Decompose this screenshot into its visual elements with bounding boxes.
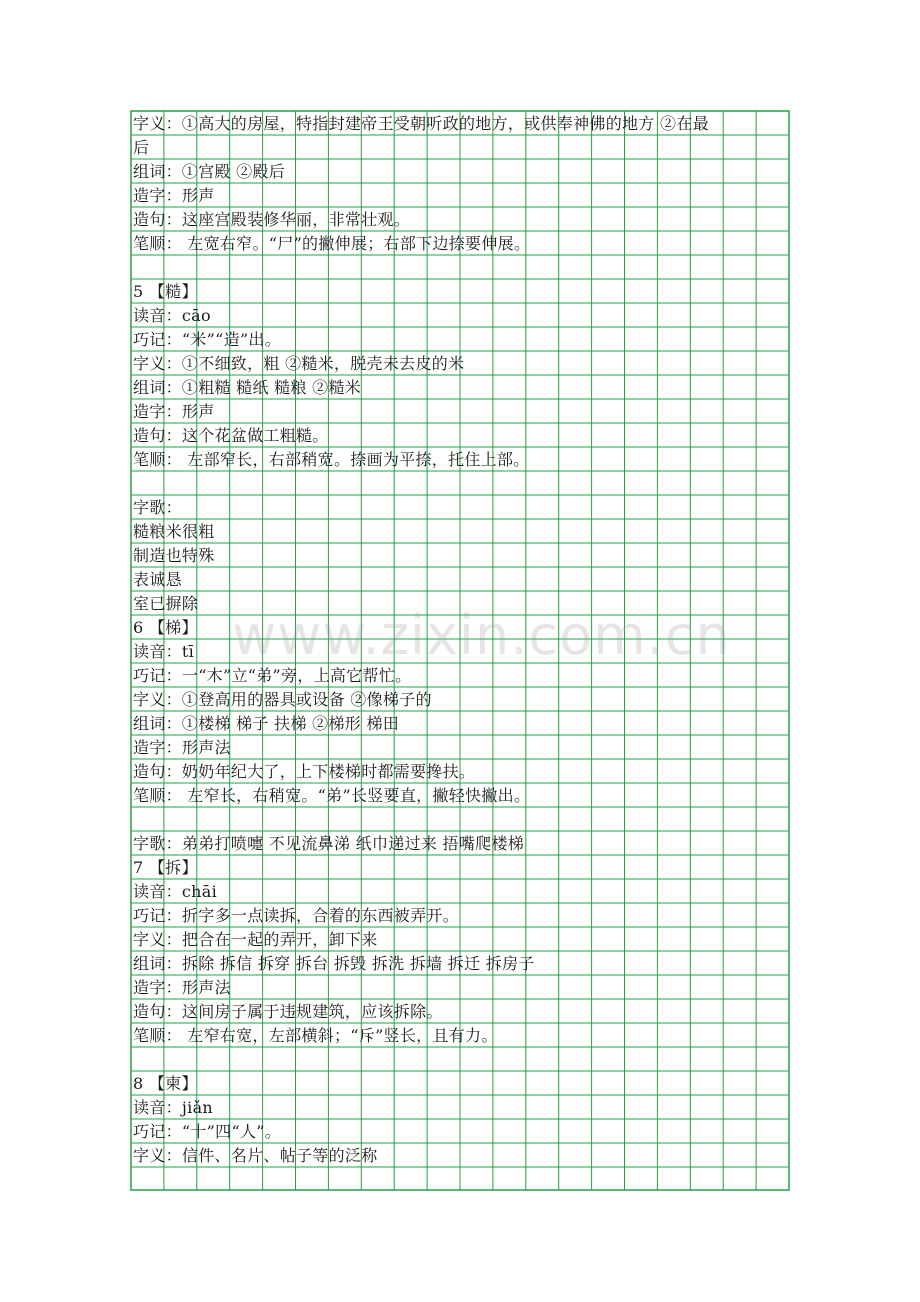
text-line: 糙粮米很粗 bbox=[133, 522, 215, 541]
text-line: 笔顺： 左窄右宽，左部横斜；“斥”竖长，且有力。 bbox=[133, 1026, 498, 1045]
text-line: 组词：①粗糙 糙纸 糙粮 ②糙米 bbox=[133, 378, 362, 397]
text-line: 造字：形声 bbox=[133, 402, 215, 421]
text-line: 读音：cāo bbox=[133, 306, 211, 325]
text-line: 组词：①楼梯 梯子 扶梯 ②梯形 梯田 bbox=[133, 714, 400, 733]
text-line: 巧记：折字多一点读拆，合着的东西被弄开。 bbox=[133, 906, 460, 925]
text-line: 笔顺： 左窄长，右稍宽。“弟”长竖要直，撇轻快撇出。 bbox=[133, 786, 531, 805]
text-line: 表诚恳 bbox=[133, 570, 182, 589]
text-line: 造句：这间房子属于违规建筑，应该拆除。 bbox=[133, 1002, 443, 1021]
text-line: 室已摒除 bbox=[133, 594, 199, 613]
text-line: 字歌：弟弟打喷嚏 不见流鼻涕 纸巾递过来 捂嘴爬楼梯 bbox=[133, 834, 525, 853]
text-line: 字义：①高大的房屋，特指封建帝王受朝听政的地方，或供奉神佛的地方 ②在最 bbox=[133, 114, 709, 133]
watermark: www.zixin.com.cn bbox=[232, 604, 731, 667]
text-line: 巧记：“米”“造”出。 bbox=[133, 330, 282, 349]
text-line: 7 【拆】 bbox=[133, 858, 198, 877]
text-line: 6 【梯】 bbox=[133, 618, 198, 637]
text-line: 字义：①不细致，粗 ②糙米，脱壳未去皮的米 bbox=[133, 354, 465, 373]
text-line: 5 【糙】 bbox=[133, 282, 198, 301]
text-line: 读音：chāi bbox=[133, 882, 218, 901]
text-line: 字歌： bbox=[133, 498, 182, 517]
text-line: 造字：形声法 bbox=[133, 738, 231, 757]
text-line: 字义：信件、名片、帖子等的泛称 bbox=[133, 1146, 378, 1165]
text-line: 8 【柬】 bbox=[133, 1074, 198, 1093]
text-line: 笔顺： 左部窄长，右部稍宽。捺画为平捺，托住上部。 bbox=[133, 450, 530, 469]
text-line: 造句：这座宫殿装修华丽，非常壮观。 bbox=[133, 210, 411, 229]
text-line: 造句：奶奶年纪大了，上下楼梯时都需要搀扶。 bbox=[133, 762, 476, 781]
text-line: 字义：把合在一起的弄开，卸下来 bbox=[133, 930, 378, 949]
text-line: 制造也特殊 bbox=[133, 546, 215, 565]
text-line: 读音：jiǎn bbox=[133, 1098, 214, 1117]
text-line: 造字：形声法 bbox=[133, 978, 231, 997]
text-line: 组词：①宫殿 ②殿后 bbox=[133, 162, 286, 181]
text-line: 巧记：“十”四“人”。 bbox=[133, 1122, 282, 1141]
text-line: 造字：形声 bbox=[133, 186, 215, 205]
text-line: 读音：tī bbox=[133, 642, 195, 661]
text-line: 后 bbox=[133, 138, 150, 157]
text-line: 造句：这个花盆做工粗糙。 bbox=[133, 426, 329, 445]
text-line: 字义：①登高用的器具或设备 ②像梯子的 bbox=[133, 690, 432, 709]
text-line: 巧记：一“木”立“弟”旁，上高它帮忙。 bbox=[133, 666, 412, 685]
text-line: 组词：拆除 拆信 拆穿 拆台 拆毁 拆洗 拆墙 拆迁 拆房子 bbox=[133, 954, 535, 973]
text-line: 笔顺： 左宽右窄。“尸”的撇伸展；右部下边捺要伸展。 bbox=[133, 234, 531, 253]
